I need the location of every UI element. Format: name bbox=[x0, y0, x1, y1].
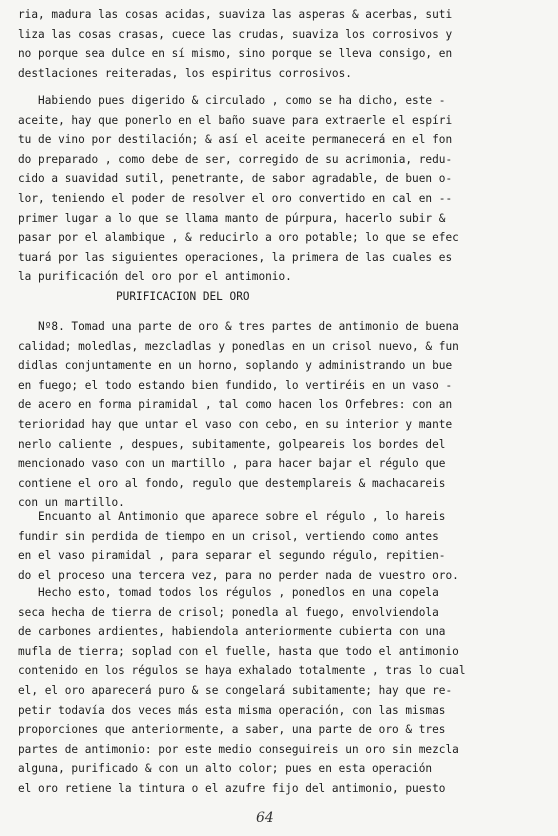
text-line: en el vaso piramidal , para separar el segundo régulo, repitien- bbox=[18, 549, 446, 563]
text-line: no porque sea dulce en sí mismo, sino porque se lleva consigo, en bbox=[18, 47, 453, 61]
section-heading: PURIFICACION DEL ORO bbox=[116, 290, 250, 303]
text-line: contiene el oro al fondo, regulo que destemplareis & machacareis bbox=[18, 476, 446, 490]
text-line: primer lugar a lo que se llama manto de púrpura, hacerlo subir & bbox=[18, 211, 446, 225]
text-line: la purificación del oro por el antimonio. bbox=[18, 270, 292, 284]
text-line: seca hecha de tierra de crisol; ponedla al fuego, envolviendola bbox=[18, 605, 439, 619]
text-line: do preparado , como debe de ser, corregido de su acrimonia, redu- bbox=[18, 152, 453, 166]
text-line: de carbones ardientes, habiendola anteriormente cubierta con una bbox=[18, 625, 446, 639]
text-line: nerlo caliente , despues, subitamente, golpeareis los bordes del bbox=[18, 437, 446, 451]
text-line: mencionado vaso con un martillo , para hacer bajar el régulo que bbox=[18, 457, 446, 471]
text-line: didlas conjuntamente en un horno, soplando y administrando un bue bbox=[18, 359, 453, 373]
text-line: el oro retiene la tintura o el azufre fijo del antimonio, puesto bbox=[18, 782, 446, 795]
text-line: petir todavía dos veces más esta misma operación, con las mismas bbox=[18, 703, 446, 717]
text-line: con un martillo. bbox=[18, 496, 125, 510]
text-line: Habiendo pues digerido & circulado , como se ha dicho, este - bbox=[18, 94, 446, 107]
text-line: pasar por el alambique , & reducirlo a oro potable; lo que se efec bbox=[18, 231, 459, 245]
text-line: mufla de tierra; soplad con el fuelle, hasta que todo el antimonio bbox=[18, 644, 459, 658]
text-line: tu de vino por destilación; & así el aceite permanecerá en el fon bbox=[18, 133, 453, 147]
text-line: aceite, hay que ponerlo en el baño suave para extraerle el espíri bbox=[18, 113, 453, 127]
text-line: fundir sin perdida de tiempo en un crisol, vertiendo como antes bbox=[18, 529, 439, 543]
text-line: tuará por las siguientes operaciones, la primera de las cuales es bbox=[18, 250, 453, 264]
text-line: cido a suavidad sutil, penetrante, de sabor agradable, de buen o- bbox=[18, 172, 453, 186]
text-line: Hecho esto, tomad todos los régulos , ponedlos en una copela bbox=[18, 586, 439, 599]
text-line: do el proceso una tercera vez, para no perder nada de vuestro oro. bbox=[18, 568, 459, 582]
text-line: proporciones que anteriormente, a saber, una parte de oro & tres bbox=[18, 723, 446, 737]
page-number: 64 bbox=[256, 810, 274, 826]
text-line: liza las cosas crasas, cuece las crudas, suaviza los corrosivos y bbox=[18, 27, 453, 41]
text-line: Nº8. Tomad una parte de oro & tres partes de antimonio de buena bbox=[18, 320, 459, 333]
text-line: alguna, purificado & con un alto color; pues en esta operación bbox=[18, 762, 433, 776]
text-line: lor, teniendo el poder de resolver el oro convertido en cal en -- bbox=[18, 192, 453, 205]
text-line: contenido en los régulos se haya exhalado totalmente , tras lo cual bbox=[18, 664, 466, 678]
text-line: Encuanto al Antimonio que aparece sobre el régulo , lo hareis bbox=[18, 510, 446, 523]
text-line: calidad; moledlas, mezcladlas y ponedlas en un crisol nuevo, & fun bbox=[18, 339, 459, 353]
text-line: el, el oro aparecerá puro & se congelará subitamente; hay que re- bbox=[18, 684, 453, 697]
text-line: terioridad hay que untar el vaso con cebo, en su interior y mante bbox=[18, 418, 453, 431]
text-line: partes de antimonio: por este medio conseguireis un oro sin mezcla bbox=[18, 742, 459, 756]
text-line: destlaciones reiteradas, los espiritus corrosivos. bbox=[18, 66, 352, 80]
text-line: de acero en forma piramidal , tal como hacen los Orfebres: con an bbox=[18, 398, 453, 412]
text-line: ria, madura las cosas acidas, suaviza las asperas & acerbas, suti bbox=[18, 8, 453, 21]
text-line: en fuego; el todo estando bien fundido, lo vertiréis en un vaso - bbox=[18, 378, 453, 392]
